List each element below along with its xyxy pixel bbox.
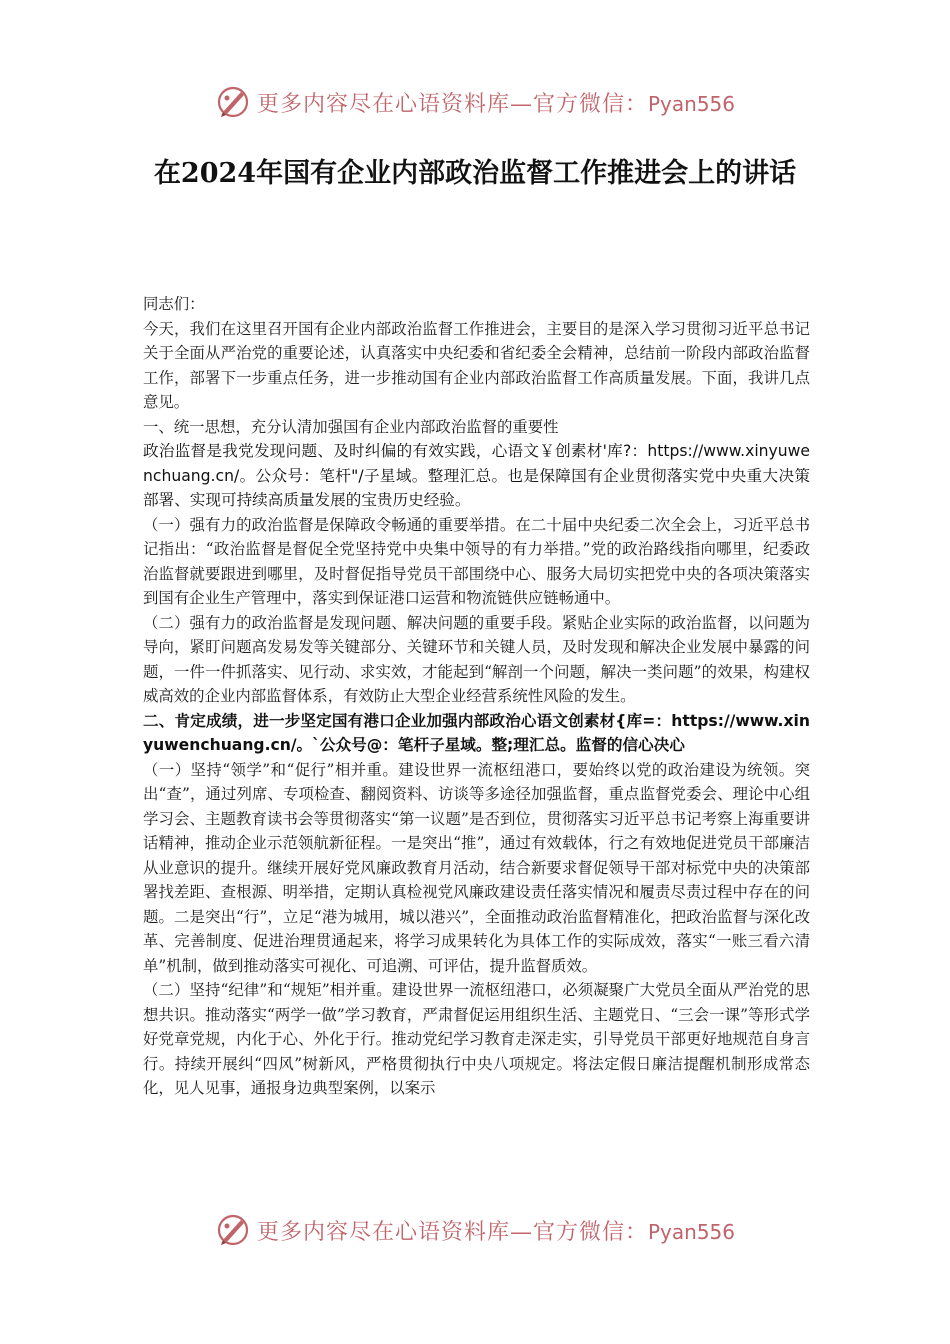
wechat-id: Pyan556 xyxy=(648,1219,736,1244)
banner-text: 更多内容尽在心语资料库—官方微信：Pyan556 xyxy=(256,91,736,117)
section-heading-2: 二、肯定成绩，进一步坚定国有港口企业加强内部政治心语文创素材{库=：https://www.xinyuwenchuang.cn/。`公众号@：笔杆子星域。整;理汇总。监督的信心决心 xyxy=(143,711,810,754)
paragraph-1-2: （二）强有力的政治监督是发现问题、解决问题的重要手段。紧贴企业实际的政治监督，以问题为导向，紧盯问题高发易发等关键部分、关键环节和关键人员，及时发现和解决企业发展中暴露的问题，一件一件抓落实、见行动、求实效，才能起到“解剖一个问题，解决一类问题”的效果，构建权威高效的企业内部监督体系，有效防止大型企业经营系统性风险的发生。 xyxy=(143,613,810,705)
footer-banner xyxy=(0,1210,950,1250)
wechat-id: Pyan556 xyxy=(648,91,736,116)
salutation: 同志们： xyxy=(143,295,205,313)
paragraph-2-2: （二）坚持“纪律”和“规矩”相并重。建设世界一流枢纽港口，必须凝聚广大党员全面从严治党的思想共识。推动落实“两学一做”学习教育，严肃督促运用组织生活、主题党日、“三会一课”等形式学好党章党规，内化于心、外化于行。推动党纪学习教育走深走实，引导党员干部更好地规范自身言行。持续开展纠“四风”树新风，严格贯彻执行中央八项规定。将法定假日廉洁提醒机制形成常态化，见人见事，通报身边典型案例，以案示 xyxy=(143,981,810,1097)
header-banner xyxy=(0,82,950,122)
document-body xyxy=(143,292,810,1101)
document-title: 在2024年国有企业内部政治监督工作推进会上的讲话 xyxy=(153,158,797,189)
section-heading-1: 一、统一思想，充分认清加强国有企业内部政治监督的重要性 xyxy=(143,417,559,436)
pen-logo-icon xyxy=(215,1212,251,1248)
paragraph-intro: 今天，我们在这里召开国有企业内部政治监督工作推进会，主要目的是深入学习贯彻习近平总书记关于全面从严治党的重要论述，认真落实中央纪委和省纪委全会精神，总结前一阶段内部政治监督工作，部署下一步重点任务，进一步推动国有企业内部政治监督工作高质量发展。下面，我讲几点意见。 xyxy=(143,319,810,411)
paragraph-inserted-note-1: 政治监督是我党发现问题、及时纠偏的有效实践，心语文￥创素材'库?：https://www.xinyuwenchuang.cn/。公众号：笔杆"/子星域。整理汇总。也是保障国有企业贯彻落实党中央重大决策部署、实现可持续高质量发展的宝贵历史经验。 xyxy=(143,442,810,509)
pen-logo-icon xyxy=(215,84,251,120)
paragraph-2-1: （一）坚持“领学”和“促行”相并重。建设世界一流枢纽港口，要始终以党的政治建设为统领。突出“查”，通过列席、专项检查、翻阅资料、访谈等多途径加强监督，重点监督党委会、理论中心组学习会、主题教育读书会等贯彻落实“第一议题”是否到位，贯彻落实习近平总书记考察上海重要讲话精神，推动企业示范领航新征程。一是突出“推”，通过有效载体，行之有效地促进党员干部廉洁从业意识的提升。继续开展好党风廉政教育月活动，结合新要求督促领导干部对标党中央的决策部署找差距、查根源、明举措，定期认真检视党风廉政建设责任落实情况和履责尽责过程中存在的问题。二是突出“行”，立足“港为城用，城以港兴”，全面推动政治监督精准化，把政治监督与深化改革、完善制度、促进治理贯通起来，将学习成果转化为具体工作的实际成效，落实“一账三看六清单”机制，做到推动落实可视化、可追溯、可评估，提升监督质效。 xyxy=(143,760,810,975)
banner-text: 更多内容尽在心语资料库—官方微信：Pyan556 xyxy=(256,1219,736,1245)
paragraph-1-1: （一）强有力的政治监督是保障政令畅通的重要举措。在二十届中央纪委二次全会上，习近平总书记指出：“政治监督是督促全党坚持党中央集中领导的有力举措。”党的政治路线指向哪里，纪委政治监督就要跟进到哪里，及时督促指导党员干部围绕中心、服务大局切实把党中央的各项决策落实到国有企业生产管理中，落实到保证港口运营和物流链供应链畅通中。 xyxy=(143,515,810,607)
